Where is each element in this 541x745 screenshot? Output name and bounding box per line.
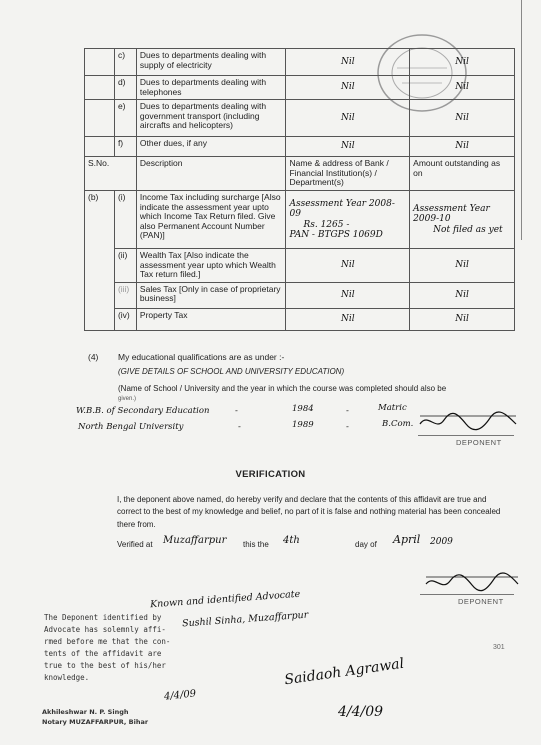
verified-day: 4th (283, 535, 300, 546)
handwritten-line: Assessment Year 2009-10 (413, 204, 490, 225)
row-index: (ii) (114, 249, 136, 283)
row-description: Wealth Tax [Also indicate the assessment year upto which Wealth Tax return filed.] (136, 249, 286, 283)
page-number: 301 (493, 644, 505, 651)
edu-dash: - (346, 422, 349, 432)
advocate-signature: Saidaoh Agrawal (283, 655, 406, 689)
sno-cell (85, 49, 115, 76)
table-row (85, 137, 515, 157)
deponent-line (420, 594, 514, 595)
identified-note-line2: Sushil Sinha, Muzaffarpur (181, 609, 309, 630)
header-bank: Name & address of Bank / Financial Institution(s) / Department(s) (286, 157, 410, 191)
edu-course: B.Com. (382, 419, 414, 429)
table-header-row (85, 157, 515, 191)
row-description: Dues to departments dealing with government transport (including aircrafts and helicopters) (136, 100, 286, 137)
notary-seal (42, 708, 148, 728)
table-row (85, 191, 515, 249)
table-row (85, 249, 515, 283)
deponent-label: DEPONENT (456, 438, 502, 447)
advocate-date: 4/4/09 (338, 704, 384, 720)
edu-year: 1984 (292, 404, 314, 414)
edu-dash: - (346, 406, 349, 416)
table-row (85, 100, 515, 137)
row-index: e) (114, 100, 136, 137)
handwritten-value: Nil (286, 100, 410, 137)
row-description: Dues to departments dealing with supply of electricity (136, 49, 286, 76)
handwritten-value: Nil (410, 249, 515, 283)
notary-name: Akhileshwar N. P. Singh (42, 708, 129, 716)
notary-line: The Deponent identified by (44, 613, 162, 622)
deponent-label: DEPONENT (458, 597, 504, 606)
handwritten-value: Nil (410, 49, 515, 76)
row-description: Income Tax including surcharge [Also indicate the assessment year upto which Income Tax Return filed. Give also Permanent Account Number (PAN)] (136, 191, 286, 249)
header-amount: Amount outstanding as on (410, 157, 515, 191)
row-index: c) (114, 49, 136, 76)
row-index: (i) (114, 191, 136, 249)
notary-initial-date: 4/4/09 (163, 688, 197, 703)
handwritten-value: Nil (410, 100, 515, 137)
right-margin-line (521, 0, 522, 240)
table-row (85, 49, 515, 76)
verified-month: April (393, 533, 421, 546)
edu-year: 1989 (292, 420, 314, 430)
sno-cell (85, 137, 115, 157)
handwritten-line: Rs. 1265 - (303, 219, 350, 230)
section-b-label: (b) (85, 191, 115, 331)
deponent-signature-1 (418, 410, 518, 437)
identified-note-line1: Known and identified Advocate (149, 588, 301, 611)
day-of-label: day of (355, 540, 377, 549)
row-index: (iii) (114, 282, 136, 308)
edu-course: Matric (378, 403, 407, 413)
handwritten-line: Assessment Year 2008-09 (289, 199, 395, 220)
notary-statement (44, 612, 170, 684)
table-row (85, 282, 515, 308)
handwritten-value: Nil (410, 137, 515, 157)
handwritten-value: Nil (286, 308, 410, 330)
this-the-label: this the (243, 540, 269, 549)
verified-place: Muzaffarpur (163, 535, 227, 546)
deponent-line (418, 435, 514, 436)
handwritten-line: PAN - BTGPS 1069D (289, 229, 383, 240)
education-instruction: (GIVE DETAILS OF SCHOOL AND UNIVERSITY EDUCATION) (118, 367, 345, 376)
table-row (85, 308, 515, 330)
income-tax-amount-cell (410, 191, 515, 249)
table-row (85, 76, 515, 100)
handwritten-value: Nil (410, 76, 515, 100)
handwritten-value: Nil (286, 49, 410, 76)
row-description: Other dues, if any (136, 137, 286, 157)
edu-dash: - (238, 422, 241, 432)
sno-cell (85, 76, 115, 100)
handwritten-value: Nil (286, 249, 410, 283)
dues-table (84, 48, 515, 331)
edu-school: W.B.B. of Secondary Education (76, 406, 210, 416)
notary-line: rmed before me that the con- (44, 637, 171, 646)
header-sno: S.No. (85, 157, 137, 191)
row-index: (iv) (114, 308, 136, 330)
edu-dash: - (235, 406, 238, 416)
handwritten-value: Nil (286, 76, 410, 100)
dues-table-wrapper (84, 48, 515, 331)
notary-title: Notary MUZAFFARPUR, Bihar (42, 717, 149, 726)
handwritten-value: Nil (410, 282, 515, 308)
education-note-given: given.) (118, 396, 137, 402)
section-number: (4) (88, 352, 99, 362)
education-note: (Name of School / University and the year in which the course was completed should also be (118, 384, 447, 393)
row-index: d) (114, 76, 136, 100)
section-heading: My educational qualifications are as under :- (118, 352, 285, 362)
notary-line: tents of the affidavit are (44, 649, 162, 658)
notary-line: true to the best of his/her (44, 661, 166, 670)
handwritten-value: Nil (286, 137, 410, 157)
handwritten-line: Not filed as yet (433, 224, 503, 235)
edu-school: North Bengal University (78, 422, 184, 432)
row-description: Sales Tax [Only in case of proprietary business] (136, 282, 286, 308)
handwritten-value: Nil (410, 308, 515, 330)
notary-line: knowledge. (44, 673, 90, 682)
header-description: Description (136, 157, 286, 191)
verified-year: 2009 (430, 537, 453, 547)
verified-at-label: Verified at (117, 540, 153, 549)
row-description: Dues to departments dealing with telephones (136, 76, 286, 100)
row-description: Property Tax (136, 308, 286, 330)
income-tax-bank-cell (286, 191, 410, 249)
row-index: f) (114, 137, 136, 157)
verification-body: I, the deponent above named, do hereby verify and declare that the contents of this affidavit are true and correct to the best of my knowledge and belief, no part of it is false and nothing material has been concealed there from. (117, 495, 501, 529)
sno-cell (85, 100, 115, 137)
verification-heading: VERIFICATION (235, 469, 306, 480)
handwritten-value: Nil (286, 282, 410, 308)
notary-line: Advocate has solemnly affi- (44, 625, 166, 634)
